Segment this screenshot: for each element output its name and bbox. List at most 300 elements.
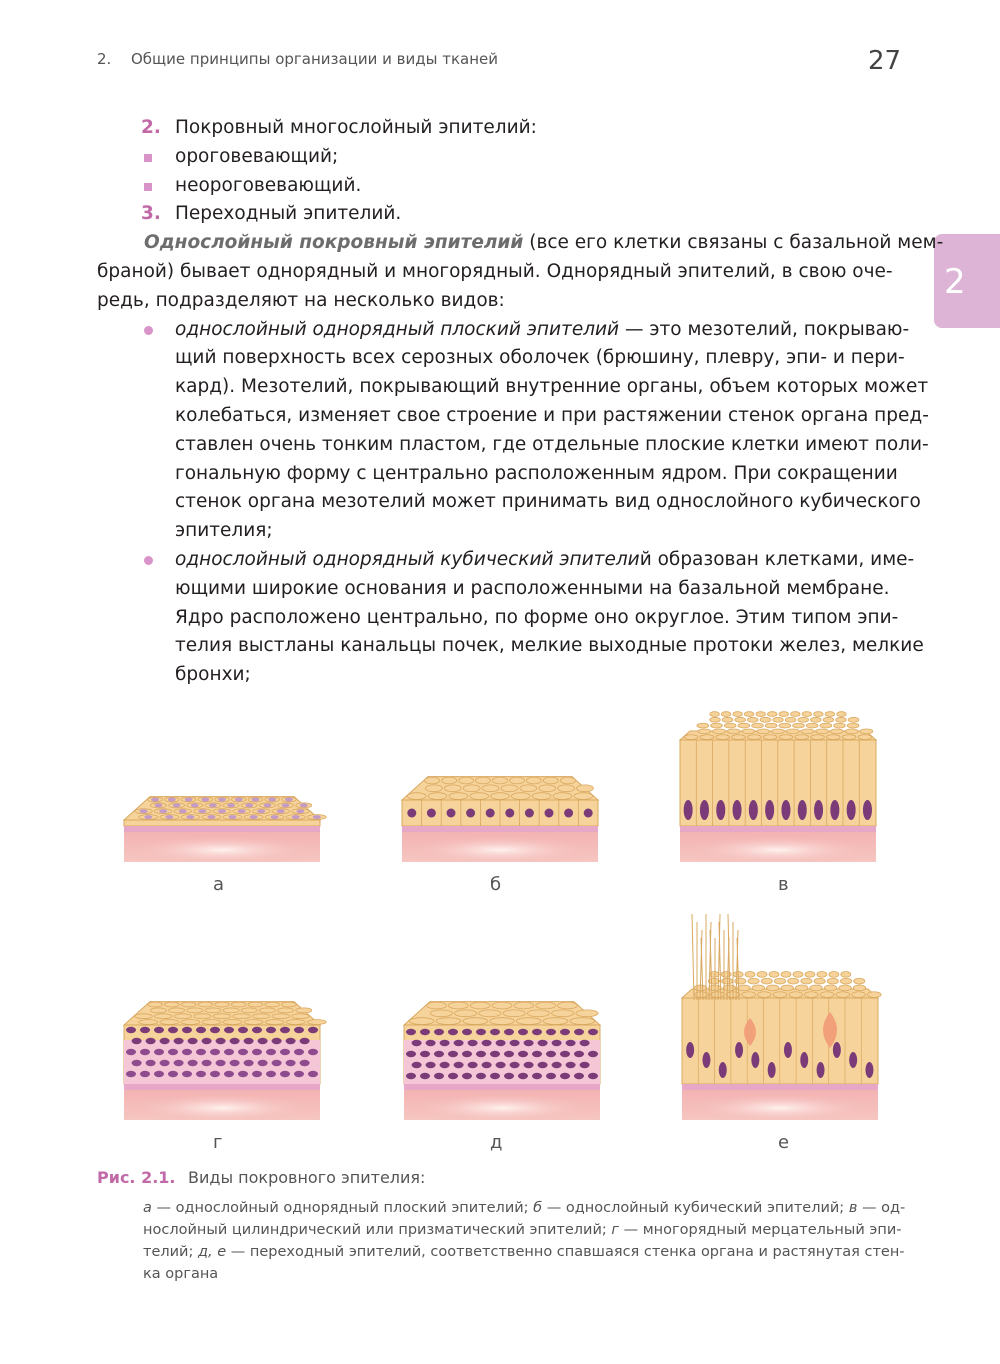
surface-cell [241, 1008, 257, 1013]
surface-cell [470, 793, 489, 800]
surface-cell [493, 777, 508, 784]
surface-cell [476, 777, 491, 784]
surface-cell [169, 1008, 185, 1013]
surface-cell [858, 735, 872, 740]
list-item [97, 172, 903, 201]
nucleus [434, 1051, 444, 1057]
nucleus [546, 1029, 556, 1035]
nucleus [476, 1073, 486, 1079]
surface-cell [425, 785, 442, 792]
nucleus [300, 1060, 310, 1066]
nucleus [518, 1029, 528, 1035]
surface-cell [721, 712, 731, 717]
figure-caption-text [143, 1197, 906, 1285]
nucleus [216, 1060, 226, 1066]
page-number: 27 [868, 46, 902, 76]
nucleus [574, 1051, 584, 1057]
nucleus [434, 1029, 444, 1035]
surface-cell [747, 735, 761, 740]
surface-cell [307, 1020, 326, 1025]
surface-cell [823, 717, 834, 722]
surface-cell [763, 735, 777, 740]
surface-cell [793, 972, 803, 978]
nucleus [252, 1071, 262, 1077]
bullet-line [97, 316, 910, 345]
nucleus [244, 1060, 254, 1066]
connective-tissue-glow [124, 1090, 320, 1120]
surface-cell [847, 723, 859, 728]
nucleus [751, 1052, 759, 1068]
nucleus [448, 1073, 458, 1079]
nucleus [300, 803, 308, 807]
surface-cell [786, 729, 799, 734]
nucleus [462, 1029, 472, 1035]
surface-cell [710, 712, 720, 717]
surface-cell [697, 723, 709, 728]
nucleus [308, 1027, 318, 1033]
nucleus [252, 1027, 262, 1033]
nucleus [210, 1027, 220, 1033]
surface-cell [757, 992, 771, 998]
nucleus [244, 1038, 254, 1044]
nucleus [196, 1071, 206, 1077]
surface-cell [278, 1008, 294, 1013]
surface-cell [773, 717, 784, 722]
surface-cell [407, 793, 426, 800]
surface-cell [574, 793, 593, 800]
list-number: 3. [141, 203, 161, 225]
surface-cell [814, 978, 825, 984]
panel-v-columnar [680, 712, 876, 862]
paragraph-line: браной) бывает однорядный и многорядный. Однорядный эпителий, в свою оче- [97, 260, 893, 282]
nucleus [159, 809, 167, 813]
nucleus [250, 815, 258, 819]
nucleus [216, 1038, 226, 1044]
surface-cell [805, 992, 819, 998]
surface-cell [520, 785, 537, 792]
surface-cell [781, 972, 791, 978]
nucleus [238, 1071, 248, 1077]
cilia [692, 914, 694, 1000]
surface-cell [543, 777, 558, 784]
surface-cell [732, 735, 746, 740]
surface-cell [779, 735, 793, 740]
nucleus [510, 1062, 520, 1068]
nucleus [308, 1049, 318, 1055]
nucleus [238, 1049, 248, 1055]
caption-line [143, 1219, 903, 1241]
nucleus [202, 1060, 212, 1066]
square-bullet-icon [144, 154, 152, 162]
surface-cell [194, 1014, 212, 1019]
nucleus [733, 800, 742, 820]
nucleus [476, 1051, 486, 1057]
nucleus [286, 1060, 296, 1066]
connective-tissue-glow [682, 1090, 878, 1120]
nucleus [168, 1071, 178, 1077]
nucleus [268, 798, 276, 802]
nucleus [784, 1042, 792, 1058]
surface-cell [463, 1018, 488, 1025]
nucleus [210, 1071, 220, 1077]
surface-cell [479, 1010, 501, 1017]
nucleus [496, 1062, 506, 1068]
header-chapter-title: Общие принципы организации и виды тканей [131, 50, 499, 68]
nucleus [538, 1040, 548, 1046]
nucleus [182, 1071, 192, 1077]
header-chapter-number: 2. [97, 50, 112, 68]
surface-cell [834, 723, 846, 728]
term: Однослойный покровный эпителий [144, 232, 524, 254]
nucleus [198, 809, 206, 813]
nucleus [580, 1040, 590, 1046]
nucleus [218, 798, 226, 802]
nucleus [230, 1038, 240, 1044]
nucleus [588, 1051, 598, 1057]
nucleus [140, 1027, 150, 1033]
nucleus [447, 809, 456, 818]
surface-cell [286, 1020, 305, 1025]
surface-cell [735, 717, 746, 722]
panel-g-stratified [124, 1002, 326, 1120]
nucleus [574, 1029, 584, 1035]
nucleus [538, 1062, 548, 1068]
nucleus [160, 1060, 170, 1066]
nucleus [462, 1051, 472, 1057]
surface-cell [837, 712, 847, 717]
surface-cell [745, 972, 755, 978]
nucleus [191, 803, 199, 807]
nucleus [504, 1073, 514, 1079]
nucleus [282, 803, 290, 807]
paragraph-line: редь, подразделяют на несколько видов: [97, 289, 505, 311]
nucleus [140, 1071, 150, 1077]
nucleus [196, 1049, 206, 1055]
text: телий; [143, 1244, 198, 1260]
nucleus [700, 800, 709, 820]
nucleus [849, 1052, 857, 1068]
nucleus [168, 1027, 178, 1033]
nucleus [263, 803, 271, 807]
surface-cell [801, 729, 814, 734]
nucleus [151, 798, 159, 802]
bullet-line: эпителия; [175, 520, 273, 542]
epithelium-illustrations [100, 700, 920, 1160]
list-item-text: неороговевающий. [175, 174, 362, 196]
figure-label-g: г [213, 1132, 223, 1153]
surface-cell [840, 978, 851, 984]
nucleus [188, 1060, 198, 1066]
nucleus [182, 1049, 192, 1055]
nucleus [154, 1027, 164, 1033]
nucleus [258, 1060, 268, 1066]
surface-cell [757, 729, 770, 734]
paragraph-line [97, 229, 944, 258]
nucleus [140, 809, 148, 813]
surface-cell [577, 785, 594, 792]
surface-cell [428, 793, 447, 800]
surface-cell [722, 717, 733, 722]
nucleus [560, 1073, 570, 1079]
nucleus [168, 798, 176, 802]
nucleus [525, 809, 534, 818]
nucleus [448, 1051, 458, 1057]
nucleus [798, 800, 807, 820]
chapter-tab-label: 2 [944, 262, 966, 302]
nucleus [426, 1040, 436, 1046]
surface-cell [711, 723, 723, 728]
nucleus [468, 1062, 478, 1068]
nucleus [817, 1062, 825, 1078]
surface-cell [811, 717, 822, 722]
nucleus [510, 1040, 520, 1046]
surface-cell [181, 1020, 200, 1025]
surface-cell [805, 972, 815, 978]
nucleus [154, 1071, 164, 1077]
nucleus [300, 1038, 310, 1044]
nucleus [490, 1051, 500, 1057]
surface-cell [198, 1002, 213, 1007]
surface-cell [491, 793, 510, 800]
nucleus [257, 809, 265, 813]
nucleus [196, 1027, 206, 1033]
surface-cell [272, 1014, 290, 1019]
nucleus [209, 803, 217, 807]
nucleus [552, 1040, 562, 1046]
nucleus [224, 1049, 234, 1055]
nucleus [833, 1042, 841, 1058]
text: нослойный цилиндрический или призматический эпителий; [143, 1222, 612, 1238]
surface-cell [684, 735, 698, 740]
nucleus [768, 1062, 776, 1078]
nucleus [235, 798, 243, 802]
connective-tissue-glow [680, 832, 876, 862]
nucleus [564, 809, 573, 818]
nucleus [294, 1071, 304, 1077]
surface-cell [779, 712, 789, 717]
surface-cell [842, 735, 856, 740]
nucleus [545, 809, 554, 818]
nucleus [406, 1073, 416, 1079]
surface-cell [526, 777, 541, 784]
surface-cell [248, 1002, 263, 1007]
surface-cell [459, 777, 474, 784]
panel-e-ciliated [682, 914, 881, 1120]
nucleus [532, 1051, 542, 1057]
nucleus [126, 1049, 136, 1055]
surface-cell [781, 985, 793, 991]
list-item [97, 114, 903, 143]
text: (все его клетки связаны с базальной мем- [523, 232, 944, 254]
nucleus [800, 1052, 808, 1068]
panel-b-cuboidal [402, 777, 598, 862]
text: — од- [857, 1200, 906, 1216]
surface-cell [698, 729, 711, 734]
nucleus [524, 1040, 534, 1046]
nucleus [186, 815, 194, 819]
basement-membrane [404, 1084, 600, 1090]
surface-cell [292, 1014, 310, 1019]
bullet-line: стенок органа мезотелий может принимать вид однослойного кубического [175, 491, 921, 513]
nucleus [505, 809, 514, 818]
caption-letter: а [143, 1200, 152, 1216]
surface-cell [710, 717, 721, 722]
surface-cell [553, 793, 572, 800]
surface-cell [296, 1008, 312, 1013]
nucleus [420, 1029, 430, 1035]
surface-cell [820, 723, 832, 728]
nucleus [132, 1038, 142, 1044]
surface-cell [560, 777, 575, 784]
surface-cell [265, 1020, 284, 1025]
nucleus [182, 1027, 192, 1033]
nucleus [308, 1071, 318, 1077]
bullet-line: Ядро расположено центрально, по форме оно округлое. Этим типом эпи- [175, 606, 899, 628]
nucleus [144, 815, 152, 819]
surface-cell [826, 735, 840, 740]
nucleus [518, 1073, 528, 1079]
surface-cell [716, 735, 730, 740]
list-item-text: Покровный многослойный эпителий: [175, 117, 537, 138]
surface-cell [427, 1002, 447, 1009]
nucleus [716, 800, 725, 820]
basement-membrane [680, 826, 876, 832]
bullet-line: кард). Мезотелий, покрывающий внутренние органы, объем которых может [175, 376, 929, 398]
surface-cell [223, 1020, 242, 1025]
surface-cell [801, 978, 812, 984]
bullet-line: щий поверхность всех серозных оболочек (брюшину, плевру, эпи- и пери- [175, 347, 905, 369]
surface-cell [841, 972, 851, 978]
text: — многорядный мерцательный эпи- [619, 1222, 902, 1238]
surface-cell [154, 1014, 172, 1019]
surface-cell [789, 992, 803, 998]
surface-cell [773, 992, 787, 998]
nucleus [574, 1073, 584, 1079]
surface-cell [848, 717, 859, 722]
nucleus [863, 800, 872, 820]
surface-cell [793, 723, 805, 728]
nucleus [546, 1073, 556, 1079]
surface-cell [836, 992, 850, 998]
nucleus [272, 1038, 282, 1044]
surface-cell [748, 717, 759, 722]
nucleus [486, 809, 495, 818]
term: однослойный однорядный плоский эпителий [175, 318, 620, 340]
nucleus [580, 1062, 590, 1068]
bullet-line: ющими широкие основания и расположенными на базальной мембране. [175, 577, 890, 599]
nucleus [238, 1027, 248, 1033]
epithelial-layer [124, 820, 320, 826]
figure-label-a: а [213, 874, 225, 895]
surface-cell [767, 985, 779, 991]
nucleus [294, 1049, 304, 1055]
surface-cell [231, 1002, 246, 1007]
bullet-line [97, 546, 915, 575]
nucleus [814, 800, 823, 820]
nucleus [224, 1071, 234, 1077]
nucleus [179, 809, 187, 813]
surface-cell [814, 712, 824, 717]
nucleus [210, 1049, 220, 1055]
nucleus [560, 1029, 570, 1035]
nucleus [865, 1062, 873, 1078]
nucleus [292, 815, 300, 819]
basement-membrane [682, 1084, 878, 1090]
nucleus [280, 1071, 290, 1077]
nucleus [406, 1051, 416, 1057]
surface-cell [779, 723, 791, 728]
nucleus [174, 1060, 184, 1066]
surface-cell [831, 729, 844, 734]
nucleus [440, 1040, 450, 1046]
surface-cell [511, 793, 530, 800]
surface-cell [756, 712, 766, 717]
surface-cell [514, 1002, 534, 1009]
nucleus [719, 1062, 727, 1078]
surface-cell [516, 1018, 541, 1025]
nucleus [185, 798, 193, 802]
nucleus [686, 1042, 694, 1058]
nucleus [566, 1040, 576, 1046]
surface-cell [160, 1020, 179, 1025]
caption-letter: г [611, 1222, 620, 1238]
epithelium-figure [100, 700, 920, 1160]
nucleus [245, 803, 253, 807]
surface-cell [820, 992, 834, 998]
surface-cell [509, 777, 524, 784]
nucleus [420, 1073, 430, 1079]
list-item [97, 200, 903, 229]
nucleus [126, 1027, 136, 1033]
nucleus [230, 1060, 240, 1066]
nucleus [427, 809, 436, 818]
nucleus [434, 1073, 444, 1079]
surface-cell [205, 1008, 221, 1013]
nucleus [251, 798, 259, 802]
surface-cell [187, 1008, 203, 1013]
nucleus [466, 809, 475, 818]
term: однослойный однорядный кубический эпители [175, 548, 640, 570]
surface-cell [738, 985, 750, 991]
nucleus [765, 800, 774, 820]
nucleus [146, 1038, 156, 1044]
surface-cell [742, 729, 755, 734]
nucleus [294, 1027, 304, 1033]
nucleus [188, 1038, 198, 1044]
nucleus [584, 809, 593, 818]
surface-cell [202, 1020, 221, 1025]
nucleus [412, 1062, 422, 1068]
nucleus [277, 809, 285, 813]
nucleus [546, 1051, 556, 1057]
surface-cell [282, 1002, 297, 1007]
surface-cell [733, 712, 743, 717]
nucleus [280, 1027, 290, 1033]
surface-cell [839, 985, 851, 991]
surface-cell [795, 735, 809, 740]
nucleus [140, 1049, 150, 1055]
surface-cell [761, 978, 772, 984]
surface-cell [503, 1010, 525, 1017]
surface-cell [259, 1008, 275, 1013]
surface-cell [845, 729, 858, 734]
nucleus [296, 809, 304, 813]
nucleus [266, 1071, 276, 1077]
nucleus [132, 1060, 142, 1066]
nucleus [224, 1027, 234, 1033]
surface-cell [252, 1014, 270, 1019]
nucleus [702, 1052, 710, 1068]
